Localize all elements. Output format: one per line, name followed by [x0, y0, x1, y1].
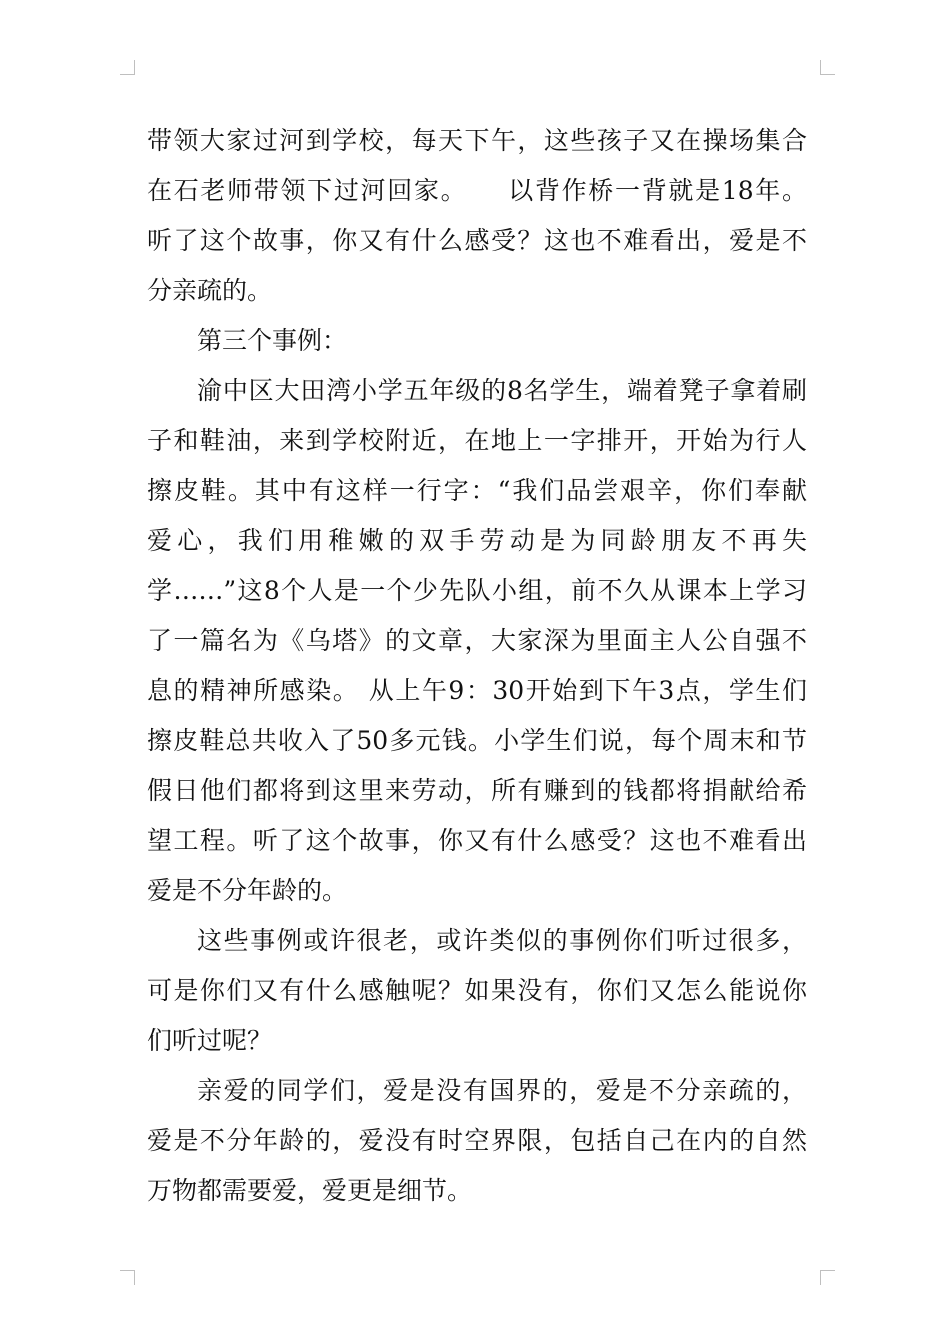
paragraph-2-line-2: 子和鞋油，来到学校附近，在地上一字排开，开始为行人	[147, 426, 807, 455]
paragraph-4-line-1: 亲爱的同学们，爱是没有国界的，爱是不分亲疏的，	[197, 1076, 807, 1105]
paragraph-2-line-11: 爱是不分年龄的。	[147, 876, 348, 905]
example-three-heading: 第三个事例：	[197, 326, 348, 355]
paragraph-2-line-7: 息的精神所感染。 从上午9：30开始到下午3点，学生们	[147, 676, 807, 705]
paragraph-2-line-4: 爱心，我们用稚嫩的双手劳动是为同龄朋友不再失	[147, 526, 807, 555]
paragraph-2-line-9: 假日他们都将到这里来劳动，所有赚到的钱都将捐献给希	[147, 776, 807, 805]
paragraph-2-line-6: 了一篇名为《乌塔》的文章，大家深为里面主人公自强不	[147, 626, 807, 655]
paragraph-3-line-3: 们听过呢？	[147, 1026, 273, 1055]
paragraph-4-line-2: 爱是不分年龄的，爱没有时空界限，包括自己在内的自然	[147, 1126, 807, 1155]
paragraph-3-line-1: 这些事例或许很老，或许类似的事例你们听过很多，	[197, 926, 807, 955]
paragraph-1-line-4: 分亲疏的。	[147, 276, 273, 305]
crop-mark-bottom-right	[820, 1270, 835, 1285]
crop-mark-top-left	[120, 60, 135, 75]
paragraph-3-line-2: 可是你们又有什么感触呢？如果没有，你们又怎么能说你	[147, 976, 807, 1005]
crop-mark-top-right	[820, 60, 835, 75]
paragraph-2-line-1: 渝中区大田湾小学五年级的8名学生，端着凳子拿着刷	[197, 376, 807, 405]
paragraph-2-line-8: 擦皮鞋总共收入了50多元钱。小学生们说，每个周末和节	[147, 726, 807, 755]
paragraph-1-line-3: 听了这个故事，你又有什么感受？这也不难看出，爱是不	[147, 226, 807, 255]
paragraph-2-line-10: 望工程。听了这个故事，你又有什么感受？这也不难看出	[147, 826, 807, 855]
crop-mark-bottom-left	[120, 1270, 135, 1285]
paragraph-1-line-1: 带领大家过河到学校，每天下午，这些孩子又在操场集合	[147, 126, 807, 155]
paragraph-4-line-3: 万物都需要爱，爱更是细节。	[147, 1176, 473, 1205]
paragraph-1-line-2: 在石老师带领下过河回家。 以背作桥一背就是18年。	[147, 176, 807, 205]
paragraph-2-line-5: 学……”这8个人是一个少先队小组，前不久从课本上学习	[147, 576, 807, 605]
paragraph-2-line-3: 擦皮鞋。其中有这样一行字：“我们品尝艰辛，你们奉献	[147, 476, 807, 505]
